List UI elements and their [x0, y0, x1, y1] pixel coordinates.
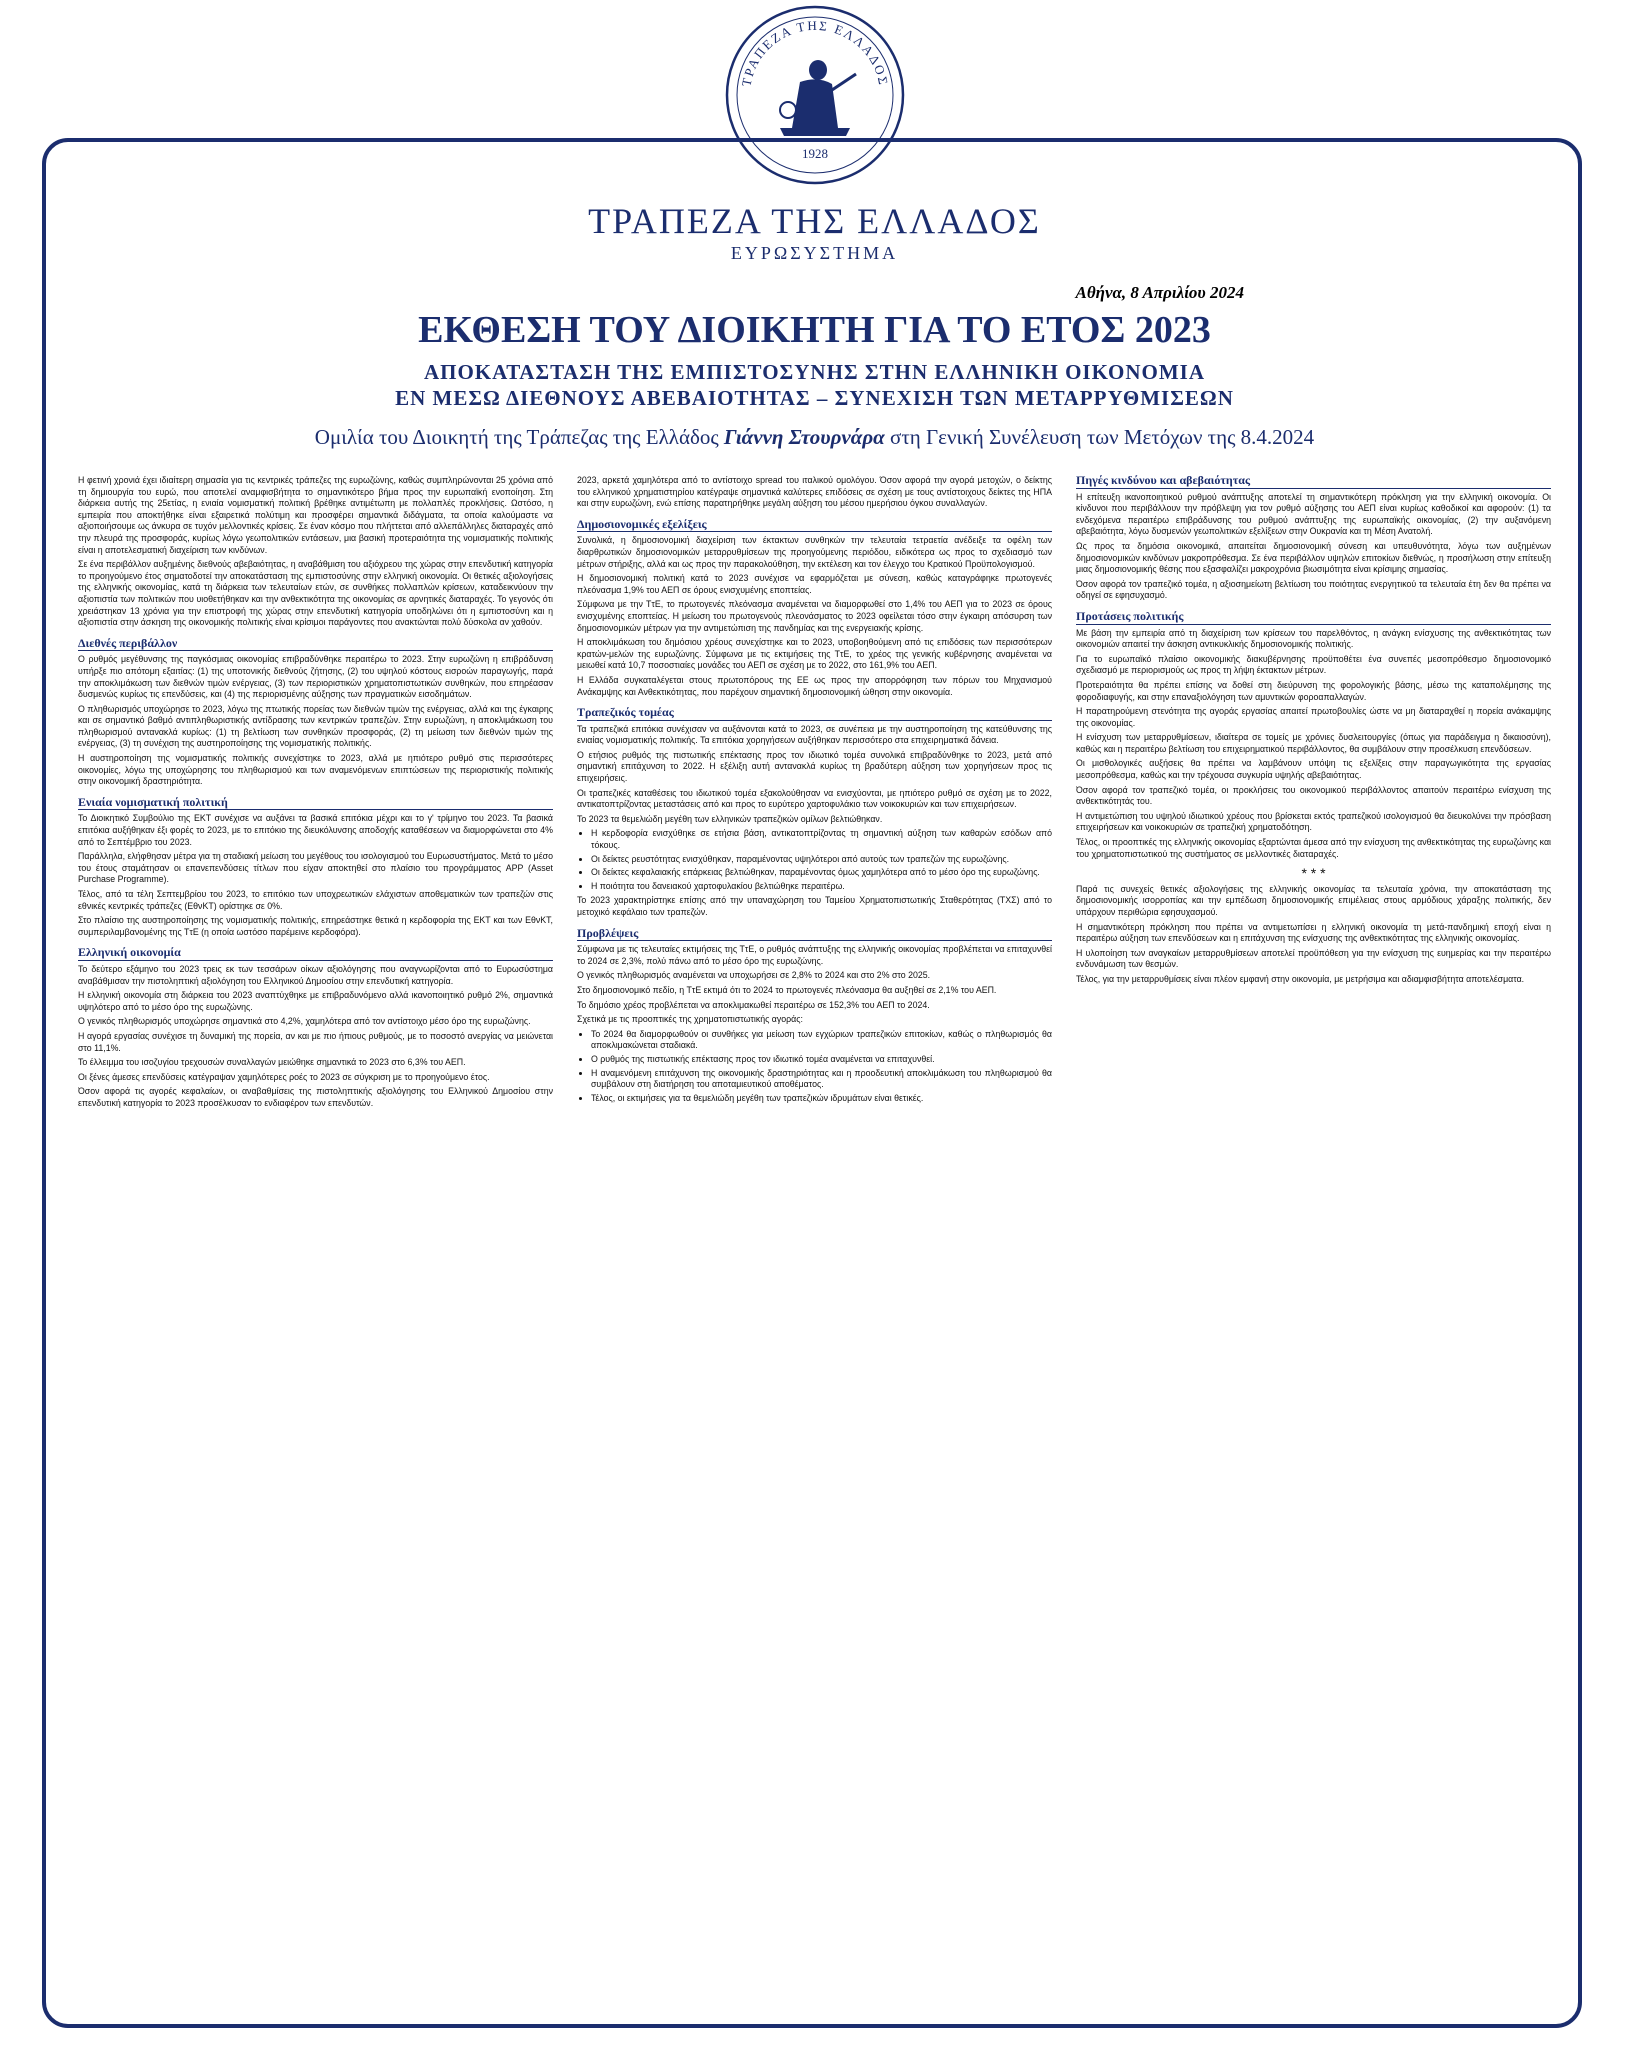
paragraph: Το 2023 χαρακτηρίστηκε επίσης από την υπαναχώρηση του Ταμείου Χρηματοπιστωτικής Σταθερότητας (ΤΧΣ) από το μετοχικό κεφάλαιο των τραπεζών. [577, 895, 1052, 917]
bank-list [577, 828, 1052, 892]
paragraph: Η Ελλάδα συγκαταλέγεται στους πρωτοπόρους της ΕΕ ως προς την απορρόφηση των πόρων του Μηχανισμού Ανάκαμψης και Ανθεκτικότητας, που παρέχουν σημαντική δημοσιονομική ώθηση στην οικονομία. [577, 674, 1052, 697]
paragraph: Στο δημοσιονομικό πεδίο, η ΤτΕ εκτιμά ότι το 2024 το πρωτογενές πλεόνασμα θα αυξηθεί σε 2,1% του ΑΕΠ. [577, 984, 997, 995]
section-heading: Διεθνές περιβάλλον [78, 638, 553, 652]
list-item: • Οι δείκτες ρευστότητας ενισχύθηκαν, παραμένοντας υψηλότεροι από αυτούς των τραπεζών της ευρωζώνης. [591, 854, 1052, 866]
org-subtitle: ΕΥΡΩΣΥΣΤΗΜΑ [730, 243, 899, 263]
speech-suffix: στη Γενική Συνέλευση των Μετόχων της 8.4.2024 [884, 425, 1315, 449]
paragraph: Με βάση την εμπειρία από τη διαχείριση των κρίσεων του παρελθόντος, η ανάγκη ενίσχυσης της ανθεκτικότητας των οικονομιών απαιτεί την άσκηση αντικυκλικής δημοσιονομικής πολιτικής. [1076, 627, 1551, 650]
paragraph: Η δημοσιονομική πολιτική κατά το 2023 συνέχισε να εφαρμόζεται με σύνεση, καθώς καταγράφηκε πρωτογενές πλεόνασμα 1,9% του ΑΕΠ σε όρους ενισχυμένης εποπτείας. [577, 573, 1052, 595]
paragraph: Οι ξένες άμεσες επενδύσεις κατέγραψαν χαμηλότερες ροές το 2023 σε σύγκριση με το προηγούμενο έτος. [78, 1071, 490, 1082]
paragraph: Τέλος, για την μεταρρυθμίσεις είναι πλέον εμφανή στην οικονομία, με μετρήσιμα και αδιαμφισβήτητα αποτελέσματα. [1076, 973, 1525, 984]
paragraph: Ο γενικός πληθωρισμός υποχώρησε σημαντικά στο 4,2%, χαμηλότερα από τον αντίστοιχο μέσο όρο της ευρωζώνης. [78, 1016, 531, 1027]
text-column-1 [78, 475, 553, 2010]
text-column-2 [577, 475, 1052, 2010]
paragraph: Το έλλειμμα του ισοζυγίου τρεχουσών συναλλαγών μειώθηκε σημαντικά το 2023 στο 6,3% του ΑΕΠ. [78, 1057, 466, 1068]
section-heading: Τραπεζικός τομέας [577, 707, 1052, 721]
speech-line [0, 425, 1629, 450]
paragraph: Οι τραπεζικές καταθέσεις του ιδιωτικού τομέα εξακολούθησαν να ενισχύονται, με ηπιότερο ρυθμό σε σχέση με το 2022, αντικατοπτρίζοντας μεταστάσεις από και προς το ευρύτερο χαρτοφυλάκιο των νοικοκυριών και των επιχειρήσεων. [577, 787, 1052, 810]
paragraph: Το δεύτερο εξάμηνο του 2023 τρεις εκ των τεσσάρων οίκων αξιολόγησης που αναγνωρίζονται από το Ευρωσύστημα αναβάθμισαν την πιστοληπτική αξιολόγηση του Ελληνικού Δημοσίου στην επενδυτική κατηγορία. [78, 963, 553, 986]
list-item: • Ο ρυθμός της πιστωτικής επέκτασης προς τον ιδιωτικό τομέα αναμένεται να επιταχυνθεί. [591, 1054, 1052, 1066]
paragraph: Προτεραιότητα θα πρέπει επίσης να δοθεί στη διεύρυνση της φορολογικής βάσης, μέσω της καταπολέμησης της φοροδιαφυγής, και στην επαναξιολόγηση των αμυντικών φοροαπαλλαγών. [1076, 679, 1551, 702]
paragraph: Η αγορά εργασίας συνέχισε τη δυναμική της πορεία, αν και με πιο ήπιους ρυθμούς, με το ποσοστό ανεργίας να μειώνεται στο 11,1%. [78, 1030, 553, 1053]
paragraph: Σύμφωνα με τις τελευταίες εκτιμήσεις της ΤτΕ, ο ρυθμός ανάπτυξης της ελληνικής οικονομίας προβλέπεται να επιταχυνθεί το 2024 σε 2,3%, πολύ πάνω από το μέσο όρο της ευρωζώνης. [577, 944, 1052, 966]
paragraph: Ο ετήσιος ρυθμός της πιστωτικής επέκτασης προς τον ιδιωτικό τομέα συνολικά επιβραδύνθηκε το 2023, μετά από σημαντική επιτάχυνση το 2022. Η εξέλιξη αυτή αντανακλά κυρίως τη βραδύτερη αύξηση των χορηγήσεων προς τις επιχειρήσεις. [577, 749, 1052, 784]
paragraph: Η επίτευξη ικανοποιητικού ρυθμού ανάπτυξης αποτελεί τη σημαντικότερη πρόκληση για την ελληνική οικονομία. Οι κίνδυνοι που περιβάλλουν την πρόβλεψη για τον ρυθμό αύξησης του ΑΕΠ είναι κυρίως καθοδικοί και αφορούν: (1) τα ενδεχόμενα περαιτέρω επιβράδυνσης του ρυθμού ανάπτυξης της ευρωπαϊκής οικονομίας, (2) την αυξανόμενη αβεβαιότητα, λόγω δυσμενών γεωπολιτικών εξελίξεων στην Ουκρανία και τη Μέση Ανατολή. [1076, 491, 1551, 537]
paragraph: Το 2023 τα θεμελιώδη μεγέθη των ελληνικών τραπεζικών ομίλων βελτιώθηκαν. [577, 813, 883, 824]
paragraph: Η σημαντικότερη πρόκληση που πρέπει να αντιμετωπίσει η ελληνική οικονομία τη μετά-πανδημική εποχή είναι η περαιτέρω αύξηση των επενδύσεων και η επιτάχυνση της ενίσχυσης της ανθεκτικότητας της ελληνικής οικονομίας. [1076, 921, 1551, 944]
paragraph: Η αποκλιμάκωση του δημόσιου χρέους συνεχίστηκε και το 2023, υποβοηθούμενη από τις επιδόσεις των περισσότερων κρατών-μελών της ευρωζώνης. Σύμφωνα με τις εκτιμήσεις της ΤτΕ, το χρέος της γενικής κυβέρνησης αναμένεται να μειωθεί κατά 10,7 ποσοστιαίες μονάδες του ΑΕΠ σε σχέση με το 2022, στο 161,9% του ΑΕΠ. [577, 637, 1052, 671]
paragraph: Παράλληλα, ελήφθησαν μέτρα για τη σταδιακή μείωση του μεγέθους του ισολογισμού του Ευρωσυστήματος. Μετά το μέσο του έτους σταμάτησαν οι επανεπενδύσεις τίτλων που είχαν αποκτηθεί στο πλαίσιο του προγράμματος APP (Asset Purchase Programme). [78, 851, 553, 885]
paragraph: Τέλος, οι προοπτικές της ελληνικής οικονομίας εξαρτώνται άμεσα από την ενίσχυση της ανθεκτικότητας της ευρωζώνης και του χρηματοπιστωτικού της συστήματος σε μελλοντικές διαταραχές. [1076, 837, 1551, 859]
paragraph: Σύμφωνα με την ΤτΕ, το πρωτογενές πλεόνασμα αναμένεται να διαμορφωθεί στο 1,4% του ΑΕΠ για το 2023 σε όρους ενισχυμένης εποπτείας. Η μείωση του πρωτογενούς πλεονάσματος το 2023 οφείλεται τόσο στην έγκαιρη απόσυρση των δημοσιονομικών μέτρων για την αντιμετώπιση της πανδημίας και της ενεργειακής κρίσης. [577, 599, 1052, 633]
section-heading: Προβλέψεις [577, 928, 1052, 942]
paragraph: Οι μισθολογικές αυξήσεις θα πρέπει να λαμβάνουν υπόψη τις εξελίξεις στην παραγωγικότητα της εργασίας μεσοπρόθεσμα, καθώς και την τρέχουσα συγκυρία υψηλής αβεβαιότητας. [1076, 758, 1551, 781]
paragraph: Σχετικά με τις προοπτικές της χρηματοπιστωτικής αγοράς: [577, 1014, 803, 1025]
paragraph: Στο πλαίσιο της αυστηροποίησης της νομισματικής πολιτικής, επηρεάστηκε θετικά η κερδοφορία της ΕΚΤ και των ΕθνΚΤ, συμπεριλαμβανομένης της ΤτΕ (η οποία ωστόσο παρέμεινε κερδοφόρα). [78, 915, 553, 937]
paragraph: Για το ευρωπαϊκό πλαίσιο οικονομικής διακυβέρνησης προϋποθέτει ένα συνεπές μεσοπρόθεσμο δημοσιονομικό σχεδιασμό με περιορισμούς ως προς τη λήψη έκτακτων μέτρων. [1076, 653, 1551, 676]
text-column-3 [1076, 475, 1551, 2010]
paragraph: Όσον αφορά τον τραπεζικό τομέα, οι προκλήσεις του οικονομικού περιβάλλοντος απαιτούν περαιτέρω ενίσχυση της ανθεκτικότητάς του. [1076, 784, 1551, 807]
paragraph: Το δημόσιο χρέος προβλέπεται να αποκλιμακωθεί περαιτέρω σε 152,3% του ΑΕΠ το 2024. [577, 999, 930, 1010]
speech-prefix: Ομιλία του Διοικητή της Τράπεζας της Ελλάδος [314, 425, 724, 449]
document-date: Αθήνα, 8 Απριλίου 2024 [1075, 283, 1244, 302]
paragraph: Σε ένα περιβάλλον αυξημένης διεθνούς αβεβαιότητας, η αναβάθμιση του αξιόχρεου της χώρας στην επενδυτική κατηγορία το προηγούμενο έτος σηματοδοτεί την αποκατάσταση της εμπιστοσύνης στην ελληνική οικονομία. Οι θετικές αξιολογήσεις της ελληνικής οικονομίας, κατά τη διάρκεια των τελευταίων ετών, σε συνθήκες πολλαπλών κρίσεων, καταδεικνύουν την αξιοπιστία των πολιτικών που υιοθετήθηκαν και την ανθεκτικότητα της οικονομίας σε αρνητικές διαταραχές. Το γεγονός ότι χρειάστηκαν 13 χρόνια για την επιστροφή της χώρας στην επενδυτική κατηγορία υποδηλώνει ότι η εμπιστοσύνη και η αξιοπιστία στην άσκηση της οικονομικής πολιτικής είναι κρίσιμοι παράγοντες που ανακτώνται πολύ δύσκολα αν χαθούν. [78, 559, 553, 628]
paragraph: Η ελληνική οικονομία στη διάρκεια του 2023 αναπτύχθηκε με επιβραδυνόμενο αλλά ικανοποιητικό ρυθμό 2%, σημαντικά υψηλότερο από το μέσο όρο της ευρωζώνης. [78, 990, 553, 1012]
subtitle-line-1: ΑΠΟΚΑΤΑΣΤΑΣΗ ΤΗΣ ΕΜΠΙΣΤΟΣΥΝΗΣ ΣΤΗΝ ΕΛΛΗΝΙΚΗ ΟΙΚΟΝΟΜΙΑ [423, 360, 1206, 384]
org-name: ΤΡΑΠΕΖΑ ΤΗΣ ΕΛΛΑΔΟΣ [588, 201, 1041, 241]
paragraph: Όσον αφορά τον τραπεζικό τομέα, η αξιοσημείωτη βελτίωση του ποιότητας ενεργητικού τα τελευταία έτη δεν θα πρέπει να οδηγεί σε εφησυχασμό. [1076, 578, 1551, 601]
speaker-name: Γιάννη Στουρνάρα [723, 425, 885, 449]
list-item: • Η κερδοφορία ενισχύθηκε σε ετήσια βάση, αντικατοπτρίζοντας τη σημαντική αύξηση των καθαρών εσόδων από τόκους. [591, 828, 1052, 851]
seal-year: 1928 [802, 146, 828, 161]
paragraph: Παρά τις συνεχείς θετικές αξιολογήσεις της ελληνικής οικονομίας τα τελευταία χρόνια, την αποκατάσταση της δημοσιονομικής ισορροπίας και την εμπέδωση δημοσιονομικής επιμέλειας στους αρμόδιους χάραξης πολιτικής, δεν υπάρχουν περιθώρια εφησυχασμού. [1076, 883, 1551, 917]
section-heading: Προτάσεις πολιτικής [1076, 611, 1551, 625]
paragraph: Συνολικά, η δημοσιονομική διαχείριση των έκτακτων συνθηκών την τελευταία τετραετία ανέδειξε τα οφέλη των διαρθρωτικών δημοσιονομικών μεταρρυθμίσεων της προηγούμενης περιόδου, ειδικότερα ως προς το σχεδιασμό των μέτρων στήριξης, αλλά και ως προς την παρακολούθηση, την εκτέλεση και τον έλεγχο του Κρατικού Προϋπολογισμού. [577, 535, 1052, 569]
paragraph: Ως προς τα δημόσια οικονομικά, απαιτείται δημοσιονομική σύνεση και υπευθυνότητα, λόγω των αυξημένων δημοσιονομικών κινδύνων μακροπρόθεσμα. Σε ένα περιβάλλον υψηλών επιτοκίων διεθνώς, η προσήλωση στην επίτευξη μιας δημοσιονομικής θέσης που εξασφαλίζει μακροχρόνια βιωσιμότητα είναι κρίσιμης σημασίας. [1076, 540, 1551, 575]
paragraph: Η αυστηροποίηση της νομισματικής πολιτικής συνεχίστηκε το 2023, αλλά με ηπιότερο ρυθμό στις περισσότερες οικονομίες, λόγω της υποχώρησης του πληθωρισμού και των αναμενόμενων επιπτώσεων της περιοριστικής πολιτικής στην οικονομική δραστηριότητα. [78, 753, 553, 787]
list-item: • Η αναμενόμενη επιτάχυνση της οικονομικής δραστηριότητας και η προοδευτική αποκλιμάκωση του πληθωρισμού θα συμβάλουν στη διατήρηση του αποταμιευτικού αποθέματος. [591, 1068, 1052, 1091]
seal-text: ΤΡΑΠΕΖΑ ΤΗΣ ΕΛΛΑΔΟΣ [738, 17, 892, 88]
paragraph: Ο πληθωρισμός υποχώρησε το 2023, λόγω της πτωτικής πορείας των διεθνών τιμών της ενέργειας, αλλά και της έγκαιρης και σε σημαντικό βαθμό αντιπληθωριστικής αντίδρασης των κεντρικών τραπεζών. Στην ευρωζώνη, η αποκλιμάκωση του πληθωρισμού αντανακλά κυρίως: (1) τη βελτίωση των συνθηκών προσφοράς, (2) τη μείωση των διεθνών τιμών της ενέργειας, (3) τη συνέχιση της αυστηροποίησης της νομισματικής πολιτικής. [78, 703, 553, 749]
paragraph: Όσον αφορά τις αγορές κεφαλαίων, οι αναβαθμίσεις της πιστοληπτικής αξιολόγησης του Ελληνικού Δημοσίου στην επενδυτική κατηγορία το 2023 προσέλκυσαν το ενδιαφέρον των επενδυτών. [78, 1086, 553, 1108]
list-item: • Τέλος, οι εκτιμήσεις για τα θεμελιώδη μεγέθη των τραπεζικών ιδρυμάτων είναι θετικές. [591, 1093, 1052, 1105]
projection-list [577, 1029, 1052, 1105]
paragraph: Η φετινή χρονιά έχει ιδιαίτερη σημασία για τις κεντρικές τράπεζες της ευρωζώνης, καθώς συμπληρώνονται 25 χρόνια από τη δημιουργία του ευρώ, που αποτελεί αναμφισβήτητα το σημαντικότερο βήμα προς την ευρωπαϊκή ενοποίηση. Στη διάρκεια αυτής της 25ετίας, η ενιαία νομισματική πολιτική βρέθηκε αντιμέτωπη με πολλαπλές προκλήσεις. Ωστόσο, η εμπειρία που αποκτήθηκε είναι εξαιρετικά πολύτιμη και προσφέρει σημαντικά διδάγματα, τα οποία καλούμαστε να αξιοποιήσουμε ως άνκυρα σε τυχόν μελλοντικές κρίσεις. Σε έναν κόσμο που πλήττεται από αλλεπάλληλες διαταραχές από την πλευρά της προσφοράς, κυρίως λόγω γεωπολιτικών εντάσεων, μια βασική προτεραιότητα της νομισματικής πολιτικής είναι η αποτελεσματική διαχείριση των κινδύνων. [78, 475, 553, 555]
paragraph: Ο γενικός πληθωρισμός αναμένεται να υποχωρήσει σε 2,8% το 2024 και στο 2% στο 2025. [577, 970, 931, 981]
subtitle-line-2: ΕΝ ΜΕΣΩ ΔΙΕΘΝΟΥΣ ΑΒΕΒΑΙΟΤΗΤΑΣ – ΣΥΝΕΧΙΣΗ ΤΩΝ ΜΕΤΑΡΡΥΘΜΙΣΕΩΝ [395, 386, 1234, 410]
list-item: • Οι δείκτες κεφαλαιακής επάρκειας βελτιώθηκαν, παραμένοντας όμως χαμηλότερα από το μέσο όρο της ευρωζώνης. [591, 867, 1052, 879]
paragraph: 2023, αρκετά χαμηλότερα από το αντίστοιχο spread του ιταλικού ομολόγου. Όσον αφορά την αγορά μετοχών, ο δείκτης του ελληνικού χρηματιστηρίου κατέγραψε σημαντικά καλύτερες επιδόσεις σε σχέση με τους αντίστοιχους δείκτες της ΗΠΑ και στην ευρωζώνη, ενώ επίσης παρατηρήθηκε μεγάλη αύξηση του μέσου ημερήσιου όγκου συναλλαγών. [577, 475, 1052, 509]
section-heading: Ελληνική οικονομία [78, 947, 553, 961]
paragraph: Τα τραπεζικά επιτόκια συνέχισαν να αυξάνονται κατά το 2023, σε συνέπεια με την αυστηροποίηση της κατεύθυνσης της ενιαίας νομισματικής πολιτικής. Τα επιτόκια χορηγήσεων αυξήθηκαν περισσότερο στα επιχειρηματικά δάνεια. [577, 723, 1052, 746]
paragraph: Η υλοποίηση των αναγκαίων μεταρρυθμίσεων αποτελεί προϋπόθεση για την ενίσχυση της ευημερίας και την περαιτέρω ενδυνάμωση των θεσμών. [1076, 947, 1551, 970]
section-divider-stars: * * * [1301, 865, 1326, 882]
paragraph: Η αντιμετώπιση του υψηλού ιδιωτικού χρέους που βρίσκεται εκτός τραπεζικού ισολογισμού θα διευκολύνει την πρόσβαση επιχειρήσεων και νοικοκυριών σε τραπεζική χρηματοδότηση. [1076, 810, 1551, 833]
list-item: • Το 2024 θα διαμορφωθούν οι συνθήκες για μείωση των εγχώριων τραπεζικών επιτοκίων, καθώς ο πληθωρισμός θα αποκλιμακώνεται σταδιακά. [591, 1029, 1052, 1052]
paragraph: Η παρατηρούμενη στενότητα της αγοράς εργασίας απαιτεί πρωτοβουλίες ώστε να μη διαταραχθεί η πορεία ανάκαμψης της οικονομίας. [1076, 706, 1551, 728]
page-title: ΕΚΘΕΣΗ ΤΟΥ ΔΙΟΙΚΗΤΗ ΓΙΑ ΤΟ ΕΤΟΣ 2023 [418, 309, 1211, 351]
paragraph: Ο ρυθμός μεγέθυνσης της παγκόσμιας οικονομίας επιβραδύνθηκε περαιτέρω το 2023. Στην ευρωζώνη η επιβράδυνση υπήρξε πιο απότομη εξαιτίας: (1) της υποτονικής διεθνούς ζήτησης, (2) του υψηλού κόστους εισροών παραγωγής, παρά την αποκλιμάκωση των διεθνών τιμών ενέργειας, (3) των περιοριστικών χρηματοπιστωτικών συνθηκών, που επηρέασαν δυσμενώς κυρίως τις επενδύσεις, και (4) της περιορισμένης αύξησης των πραγματικών εισοδημάτων. [78, 654, 553, 700]
paragraph: Το Διοικητικό Συμβούλιο της ΕΚΤ συνέχισε να αυξάνει τα βασικά επιτόκια μέχρι και το γ' τρίμηνο του 2023. Τα βασικά επιτόκια αυξήθηκαν έξι φορές το 2023, με το επιτόκιο της διευκόλυνσης αποδοχής καταθέσεων να διαμορφώνεται στο 4% από το Σεπτέμβριο του 2023. [78, 813, 553, 847]
paragraph: Η ενίσχυση των μεταρρυθμίσεων, ιδιαίτερα σε τομείς με χρόνιες δυσλειτουργίες (όπως για παράδειγμα η δικαιοσύνη), καθώς και η περαιτέρω βελτίωση του επιχειρηματικού περιβάλλοντος, θα συμβάλουν στην προσέλκυση επενδύσεων. [1076, 732, 1551, 754]
list-item: • Η ποιότητα του δανειακού χαρτοφυλακίου βελτιώθηκε περαιτέρω. [591, 881, 1052, 893]
section-heading: Ενιαία νομισματική πολιτική [78, 797, 553, 811]
section-heading: Δημοσιονομικές εξελίξεις [577, 519, 1052, 533]
section-heading: Πηγές κινδύνου και αβεβαιότητας [1076, 475, 1551, 489]
paragraph: Τέλος, από τα τέλη Σεπτεμβρίου του 2023, το επιτόκιο των υποχρεωτικών ελάχιστων αποθεματικών των τραπεζών στις εθνικές κεντρικές τράπεζες (ΕθνΚΤ) ορίστηκε σε 0%. [78, 889, 553, 911]
